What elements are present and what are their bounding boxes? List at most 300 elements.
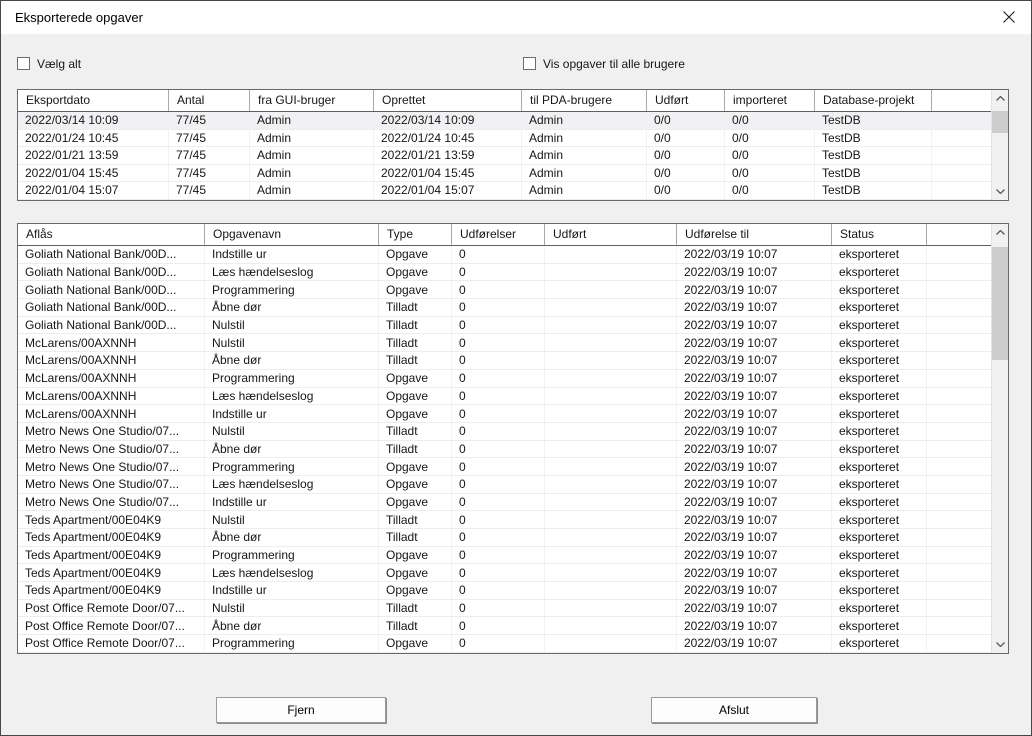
cell-udfort xyxy=(545,494,677,511)
cell-type: Tilladt xyxy=(379,334,452,351)
cell-status: eksporteret xyxy=(832,388,927,405)
cell-udforelse-til: 2022/03/19 10:07 xyxy=(677,334,832,351)
cell-udforelser: 0 xyxy=(452,423,545,440)
scroll-down-icon[interactable] xyxy=(992,636,1008,653)
cell-opgavenavn: Programmering xyxy=(205,281,379,298)
cell-aflas: Goliath National Bank/00D... xyxy=(18,264,205,281)
cell-udforelse-til: 2022/03/19 10:07 xyxy=(677,458,832,475)
cell-importeret: 0/0 xyxy=(725,112,815,129)
scrollbar-thumb[interactable] xyxy=(992,247,1008,360)
cell-udforelser: 0 xyxy=(452,334,545,351)
cell-aflas: McLarens/00AXNNH xyxy=(18,388,205,405)
cell-udforelser: 0 xyxy=(452,352,545,369)
cell-antal: 77/45 xyxy=(169,112,250,129)
cell-aflas: Goliath National Bank/00D... xyxy=(18,281,205,298)
cell-filler xyxy=(927,582,991,599)
cell-opgavenavn: Indstille ur xyxy=(205,246,379,263)
cell-aflas: Teds Apartment/00E04K9 xyxy=(18,564,205,581)
cell-type: Tilladt xyxy=(379,529,452,546)
table-row[interactable] xyxy=(18,405,991,423)
cell-udforelse-til: 2022/03/19 10:07 xyxy=(677,529,832,546)
cell-eksportdato: 2022/01/21 13:59 xyxy=(18,147,169,164)
cell-udforelse-til: 2022/03/19 10:07 xyxy=(677,511,832,528)
cell-udfort xyxy=(545,635,677,652)
select-all-checkbox-group xyxy=(17,56,81,71)
cell-udfort xyxy=(545,529,677,546)
cell-udfort xyxy=(545,476,677,493)
cell-antal: 77/45 xyxy=(169,147,250,164)
cell-status: eksporteret xyxy=(832,564,927,581)
cell-status: eksporteret xyxy=(832,370,927,387)
cell-aflas: Post Office Remote Door/07... xyxy=(18,600,205,617)
cell-filler xyxy=(927,600,991,617)
cell-filler xyxy=(927,529,991,546)
cell-type: Tilladt xyxy=(379,617,452,634)
remove-button-label: Fjern xyxy=(287,703,315,717)
cell-udfort xyxy=(545,423,677,440)
table-row[interactable] xyxy=(18,370,991,388)
cell-udforelse-til: 2022/03/19 10:07 xyxy=(677,476,832,493)
checkbox-unchecked-icon[interactable] xyxy=(523,57,536,70)
cell-udfort xyxy=(545,317,677,334)
cell-database-projekt: TestDB xyxy=(815,112,932,129)
task-list-header xyxy=(18,224,991,246)
table-row[interactable] xyxy=(18,511,991,529)
column-header[interactable]: til PDA-brugere xyxy=(522,90,647,111)
cell-aflas: McLarens/00AXNNH xyxy=(18,405,205,422)
cell-type: Opgave xyxy=(379,281,452,298)
scroll-down-icon[interactable] xyxy=(992,183,1008,200)
cell-udforelser: 0 xyxy=(452,281,545,298)
dialog-title: Eksporterede opgaver xyxy=(15,10,143,25)
cell-type: Opgave xyxy=(379,370,452,387)
cell-aflas: Metro News One Studio/07... xyxy=(18,476,205,493)
table-row[interactable] xyxy=(18,441,991,459)
export-list-content xyxy=(18,90,991,200)
table-row[interactable] xyxy=(18,582,991,600)
column-header[interactable]: Status xyxy=(832,224,927,245)
cell-udfort xyxy=(545,458,677,475)
cell-udfort: 0/0 xyxy=(647,130,725,147)
cell-status: eksporteret xyxy=(832,617,927,634)
cell-filler xyxy=(927,405,991,422)
cell-aflas: McLarens/00AXNNH xyxy=(18,370,205,387)
cell-opgavenavn: Indstille ur xyxy=(205,494,379,511)
cell-antal: 77/45 xyxy=(169,130,250,147)
cell-udforelser: 0 xyxy=(452,388,545,405)
cell-database-projekt: TestDB xyxy=(815,130,932,147)
cell-filler xyxy=(932,112,991,129)
cell-udforelse-til: 2022/03/19 10:07 xyxy=(677,405,832,422)
cell-opgavenavn: Programmering xyxy=(205,547,379,564)
cell-importeret: 0/0 xyxy=(725,165,815,182)
cell-udfort xyxy=(545,388,677,405)
cell-udforelser: 0 xyxy=(452,458,545,475)
cell-filler xyxy=(927,617,991,634)
table-row[interactable] xyxy=(18,423,991,441)
cell-status: eksporteret xyxy=(832,494,927,511)
cell-udforelser: 0 xyxy=(452,405,545,422)
cell-udfort xyxy=(545,334,677,351)
column-header[interactable] xyxy=(932,90,991,111)
cell-udfort: 0/0 xyxy=(647,147,725,164)
select-all-label: Vælg alt xyxy=(37,56,82,71)
cell-oprettet: 2022/01/04 15:45 xyxy=(374,165,522,182)
export-list-header xyxy=(18,90,991,112)
cell-opgavenavn: Nulstil xyxy=(205,334,379,351)
cell-oprettet: 2022/03/14 10:09 xyxy=(374,112,522,129)
cell-udforelse-til: 2022/03/19 10:07 xyxy=(677,388,832,405)
table-row[interactable] xyxy=(18,617,991,635)
cell-udfort xyxy=(545,405,677,422)
cell-opgavenavn: Nulstil xyxy=(205,423,379,440)
cell-udforelse-til: 2022/03/19 10:07 xyxy=(677,617,832,634)
column-header[interactable]: Type xyxy=(379,224,452,245)
cell-udfort: 0/0 xyxy=(647,112,725,129)
cell-udforelser: 0 xyxy=(452,476,545,493)
cell-til-pda-brugere: Admin xyxy=(522,147,647,164)
checkbox-unchecked-icon[interactable] xyxy=(17,57,30,70)
cell-opgavenavn: Programmering xyxy=(205,458,379,475)
vertical-scrollbar[interactable] xyxy=(991,90,1008,200)
cell-aflas: McLarens/00AXNNH xyxy=(18,352,205,369)
cell-type: Opgave xyxy=(379,458,452,475)
cell-opgavenavn: Nulstil xyxy=(205,600,379,617)
cell-udforelse-til: 2022/03/19 10:07 xyxy=(677,441,832,458)
cell-filler xyxy=(927,352,991,369)
table-row[interactable] xyxy=(18,529,991,547)
cell-fra-gui-bruger: Admin xyxy=(250,112,374,129)
cell-aflas: Post Office Remote Door/07... xyxy=(18,617,205,634)
column-header[interactable]: Udført xyxy=(647,90,725,111)
cell-type: Opgave xyxy=(379,564,452,581)
cell-udforelser: 0 xyxy=(452,582,545,599)
cell-antal: 77/45 xyxy=(169,182,250,199)
cell-status: eksporteret xyxy=(832,334,927,351)
cell-udforelse-til: 2022/03/19 10:07 xyxy=(677,564,832,581)
cell-filler xyxy=(927,547,991,564)
cell-aflas: Goliath National Bank/00D... xyxy=(18,246,205,263)
cell-aflas: McLarens/00AXNNH xyxy=(18,334,205,351)
column-header[interactable] xyxy=(927,224,991,245)
cell-oprettet: 2022/01/04 15:07 xyxy=(374,182,522,199)
cell-opgavenavn: Nulstil xyxy=(205,511,379,528)
cell-status: eksporteret xyxy=(832,352,927,369)
column-header[interactable]: fra GUI-bruger xyxy=(250,90,374,111)
cell-opgavenavn: Åbne dør xyxy=(205,441,379,458)
cell-filler xyxy=(927,476,991,493)
cell-filler xyxy=(927,246,991,263)
cell-importeret: 0/0 xyxy=(725,130,815,147)
cell-eksportdato: 2022/03/14 10:09 xyxy=(18,112,169,129)
cell-udfort xyxy=(545,564,677,581)
cell-filler xyxy=(927,264,991,281)
cell-udfort xyxy=(545,547,677,564)
cell-udforelse-til: 2022/03/19 10:07 xyxy=(677,494,832,511)
cell-udforelser: 0 xyxy=(452,617,545,634)
table-row[interactable] xyxy=(18,317,991,335)
cell-udforelse-til: 2022/03/19 10:07 xyxy=(677,635,832,652)
cell-udfort: 0/0 xyxy=(647,182,725,199)
cell-udfort xyxy=(545,582,677,599)
cell-udfort xyxy=(545,246,677,263)
cell-type: Tilladt xyxy=(379,317,452,334)
cell-aflas: Goliath National Bank/00D... xyxy=(18,317,205,334)
table-row[interactable] xyxy=(18,281,991,299)
cell-til-pda-brugere: Admin xyxy=(522,112,647,129)
cell-udforelser: 0 xyxy=(452,511,545,528)
cell-type: Tilladt xyxy=(379,600,452,617)
cell-aflas: Post Office Remote Door/07... xyxy=(18,635,205,652)
table-row[interactable] xyxy=(18,388,991,406)
table-row[interactable] xyxy=(18,165,991,183)
cell-status: eksporteret xyxy=(832,281,927,298)
cell-udforelse-til: 2022/03/19 10:07 xyxy=(677,547,832,564)
cell-type: Tilladt xyxy=(379,352,452,369)
cell-opgavenavn: Nulstil xyxy=(205,317,379,334)
cell-udfort xyxy=(545,600,677,617)
cell-aflas: Teds Apartment/00E04K9 xyxy=(18,582,205,599)
table-row[interactable] xyxy=(18,458,991,476)
cell-eksportdato: 2022/01/04 15:07 xyxy=(18,182,169,199)
cell-type: Opgave xyxy=(379,405,452,422)
cell-udforelse-til: 2022/03/19 10:07 xyxy=(677,582,832,599)
cell-database-projekt: TestDB xyxy=(815,147,932,164)
cell-fra-gui-bruger: Admin xyxy=(250,165,374,182)
cell-opgavenavn: Programmering xyxy=(205,370,379,387)
cell-udforelse-til: 2022/03/19 10:07 xyxy=(677,352,832,369)
cell-status: eksporteret xyxy=(832,317,927,334)
table-row[interactable] xyxy=(18,352,991,370)
scroll-up-icon[interactable] xyxy=(992,90,1008,107)
show-all-users-checkbox-group xyxy=(523,56,685,71)
cell-opgavenavn: Læs hændelseslog xyxy=(205,264,379,281)
cell-opgavenavn: Indstille ur xyxy=(205,405,379,422)
cell-udforelser: 0 xyxy=(452,246,545,263)
cell-status: eksporteret xyxy=(832,246,927,263)
cell-filler xyxy=(927,334,991,351)
scrollbar-track[interactable] xyxy=(992,107,1008,183)
cell-eksportdato: 2022/01/04 15:45 xyxy=(18,165,169,182)
cell-status: eksporteret xyxy=(832,405,927,422)
table-row[interactable] xyxy=(18,635,991,653)
task-list xyxy=(17,223,1009,654)
table-row[interactable] xyxy=(18,246,991,264)
cell-status: eksporteret xyxy=(832,441,927,458)
cell-udforelser: 0 xyxy=(452,317,545,334)
cell-type: Opgave xyxy=(379,494,452,511)
cell-til-pda-brugere: Admin xyxy=(522,182,647,199)
cell-importeret: 0/0 xyxy=(725,147,815,164)
cell-filler xyxy=(927,299,991,316)
cell-udforelser: 0 xyxy=(452,635,545,652)
cell-status: eksporteret xyxy=(832,547,927,564)
show-all-users-label: Vis opgaver til alle brugere xyxy=(543,56,685,71)
cell-udforelse-til: 2022/03/19 10:07 xyxy=(677,370,832,387)
cell-filler xyxy=(927,564,991,581)
cell-status: eksporteret xyxy=(832,264,927,281)
cell-filler xyxy=(927,635,991,652)
cell-udfort xyxy=(545,441,677,458)
cell-database-projekt: TestDB xyxy=(815,165,932,182)
table-row[interactable] xyxy=(18,147,991,165)
cell-type: Tilladt xyxy=(379,299,452,316)
cell-eksportdato: 2022/01/24 10:45 xyxy=(18,130,169,147)
cell-udforelse-til: 2022/03/19 10:07 xyxy=(677,264,832,281)
cell-filler xyxy=(927,511,991,528)
cell-udforelser: 0 xyxy=(452,529,545,546)
cell-status: eksporteret xyxy=(832,299,927,316)
column-header[interactable]: Udført xyxy=(545,224,677,245)
cell-udfort xyxy=(545,281,677,298)
cell-filler xyxy=(932,182,991,199)
cell-opgavenavn: Indstille ur xyxy=(205,582,379,599)
cell-udforelse-til: 2022/03/19 10:07 xyxy=(677,317,832,334)
exit-button[interactable] xyxy=(651,697,817,723)
table-row[interactable] xyxy=(18,564,991,582)
cell-filler xyxy=(927,494,991,511)
cell-fra-gui-bruger: Admin xyxy=(250,130,374,147)
cell-fra-gui-bruger: Admin xyxy=(250,147,374,164)
cell-filler xyxy=(927,441,991,458)
cell-status: eksporteret xyxy=(832,423,927,440)
cell-filler xyxy=(927,370,991,387)
column-header[interactable]: Aflås xyxy=(18,224,205,245)
cell-aflas: Teds Apartment/00E04K9 xyxy=(18,529,205,546)
cell-aflas: Goliath National Bank/00D... xyxy=(18,299,205,316)
task-list-content xyxy=(18,224,991,653)
cell-udfort: 0/0 xyxy=(647,165,725,182)
table-row[interactable] xyxy=(18,494,991,512)
cell-udforelse-til: 2022/03/19 10:07 xyxy=(677,423,832,440)
cell-opgavenavn: Læs hændelseslog xyxy=(205,564,379,581)
column-header[interactable]: Antal xyxy=(169,90,250,111)
cell-type: Tilladt xyxy=(379,441,452,458)
cell-aflas: Metro News One Studio/07... xyxy=(18,458,205,475)
cell-udforelser: 0 xyxy=(452,441,545,458)
cell-udfort xyxy=(545,352,677,369)
remove-button[interactable] xyxy=(216,697,386,723)
column-header[interactable]: importeret xyxy=(725,90,815,111)
cell-udfort xyxy=(545,511,677,528)
cell-type: Opgave xyxy=(379,476,452,493)
cell-importeret: 0/0 xyxy=(725,182,815,199)
cell-filler xyxy=(927,458,991,475)
cell-filler xyxy=(927,423,991,440)
cell-opgavenavn: Læs hændelseslog xyxy=(205,388,379,405)
cell-opgavenavn: Åbne dør xyxy=(205,299,379,316)
cell-aflas: Metro News One Studio/07... xyxy=(18,441,205,458)
cell-udforelser: 0 xyxy=(452,264,545,281)
table-row[interactable] xyxy=(18,264,991,282)
cell-aflas: Metro News One Studio/07... xyxy=(18,423,205,440)
scrollbar-thumb[interactable] xyxy=(992,111,1008,133)
cell-filler xyxy=(927,388,991,405)
cell-opgavenavn: Åbne dør xyxy=(205,529,379,546)
cell-type: Opgave xyxy=(379,388,452,405)
cell-udforelser: 0 xyxy=(452,299,545,316)
close-button[interactable] xyxy=(996,6,1022,30)
cell-til-pda-brugere: Admin xyxy=(522,165,647,182)
cell-filler xyxy=(927,317,991,334)
table-row[interactable] xyxy=(18,299,991,317)
table-row[interactable] xyxy=(18,130,991,148)
cell-antal: 77/45 xyxy=(169,165,250,182)
cell-aflas: Teds Apartment/00E04K9 xyxy=(18,547,205,564)
column-header[interactable]: Database-projekt xyxy=(815,90,932,111)
cell-status: eksporteret xyxy=(832,600,927,617)
cell-filler xyxy=(927,281,991,298)
cell-udforelser: 0 xyxy=(452,600,545,617)
cell-opgavenavn: Åbne dør xyxy=(205,617,379,634)
cell-udforelse-til: 2022/03/19 10:07 xyxy=(677,600,832,617)
cell-oprettet: 2022/01/21 13:59 xyxy=(374,147,522,164)
export-list xyxy=(17,89,1009,201)
cell-filler xyxy=(932,165,991,182)
cell-oprettet: 2022/01/24 10:45 xyxy=(374,130,522,147)
cell-udforelser: 0 xyxy=(452,564,545,581)
cell-type: Opgave xyxy=(379,264,452,281)
cell-status: eksporteret xyxy=(832,476,927,493)
table-row[interactable] xyxy=(18,476,991,494)
column-header[interactable]: Udførelser xyxy=(452,224,545,245)
cell-udforelser: 0 xyxy=(452,547,545,564)
cell-opgavenavn: Åbne dør xyxy=(205,352,379,369)
table-row[interactable] xyxy=(18,600,991,618)
cell-aflas: Metro News One Studio/07... xyxy=(18,494,205,511)
cell-type: Tilladt xyxy=(379,423,452,440)
cell-opgavenavn: Læs hændelseslog xyxy=(205,476,379,493)
scrollbar-track[interactable] xyxy=(992,241,1008,636)
cell-status: eksporteret xyxy=(832,458,927,475)
cell-status: eksporteret xyxy=(832,511,927,528)
cell-filler xyxy=(932,130,991,147)
cell-til-pda-brugere: Admin xyxy=(522,130,647,147)
table-row[interactable] xyxy=(18,112,991,130)
table-row[interactable] xyxy=(18,334,991,352)
task-list-rows xyxy=(18,246,991,653)
column-header[interactable]: Eksportdato xyxy=(18,90,169,111)
cell-type: Opgave xyxy=(379,635,452,652)
cell-udforelser: 0 xyxy=(452,494,545,511)
table-row[interactable] xyxy=(18,547,991,565)
cell-udfort xyxy=(545,264,677,281)
cell-udfort xyxy=(545,617,677,634)
cell-udfort xyxy=(545,299,677,316)
cell-filler xyxy=(932,147,991,164)
cell-type: Opgave xyxy=(379,582,452,599)
cell-udforelse-til: 2022/03/19 10:07 xyxy=(677,299,832,316)
cell-type: Opgave xyxy=(379,547,452,564)
cell-udforelse-til: 2022/03/19 10:07 xyxy=(677,246,832,263)
column-header[interactable]: Oprettet xyxy=(374,90,522,111)
cell-database-projekt: TestDB xyxy=(815,182,932,199)
vertical-scrollbar[interactable] xyxy=(991,224,1008,653)
cell-udforelse-til: 2022/03/19 10:07 xyxy=(677,281,832,298)
column-header[interactable]: Udførelse til xyxy=(677,224,832,245)
export-list-rows xyxy=(18,112,991,200)
cell-status: eksporteret xyxy=(832,582,927,599)
scroll-up-icon[interactable] xyxy=(992,224,1008,241)
cell-opgavenavn: Programmering xyxy=(205,635,379,652)
cell-udforelser: 0 xyxy=(452,370,545,387)
exit-button-label: Afslut xyxy=(718,703,749,717)
cell-fra-gui-bruger: Admin xyxy=(250,182,374,199)
column-header[interactable]: Opgavenavn xyxy=(205,224,379,245)
titlebar xyxy=(1,1,1031,34)
table-row[interactable] xyxy=(18,182,991,200)
cell-type: Opgave xyxy=(379,246,452,263)
